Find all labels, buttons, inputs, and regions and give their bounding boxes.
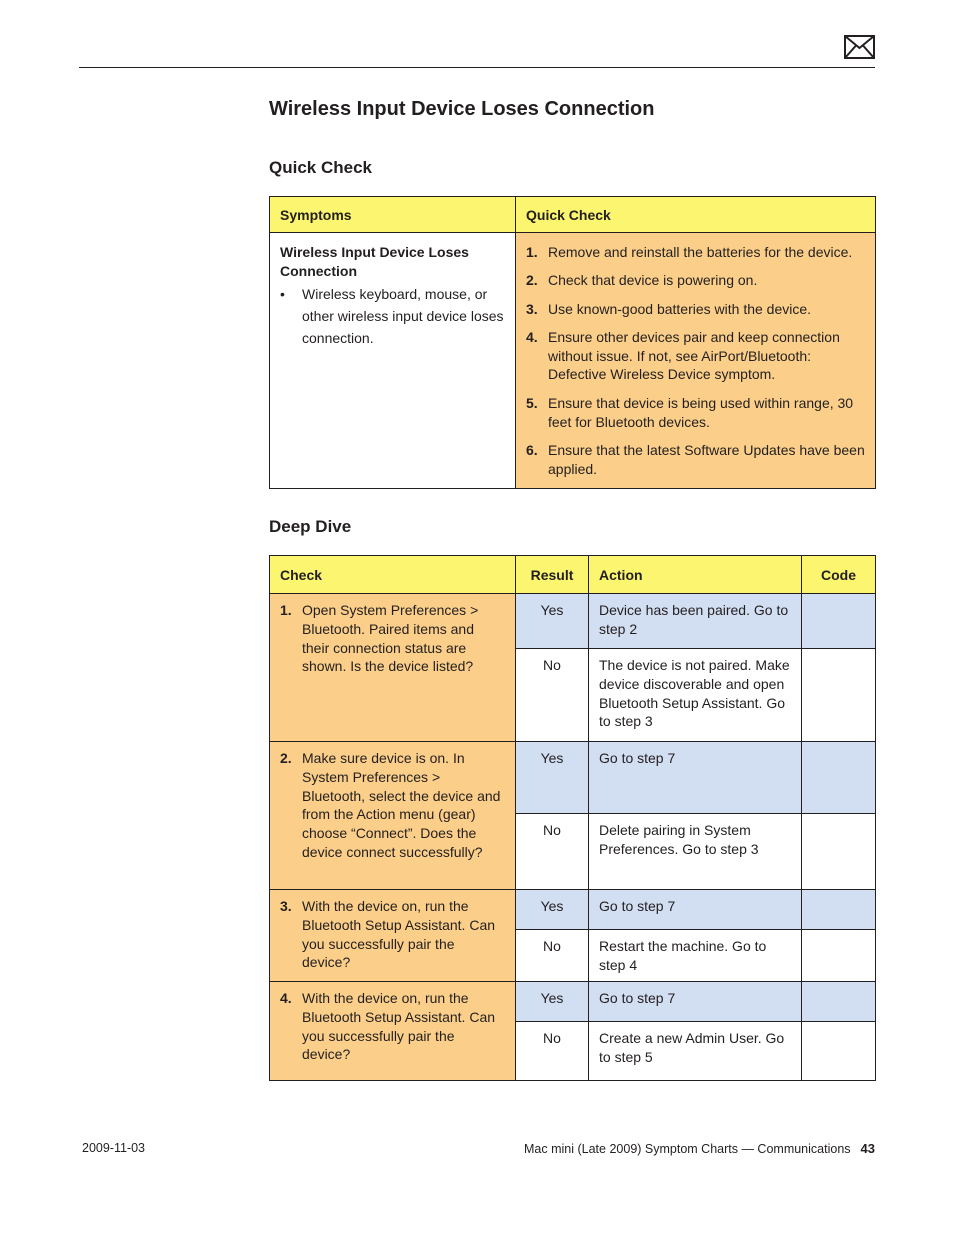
- step-number: 4.: [280, 990, 292, 1006]
- deep-dive-table: [269, 555, 876, 1081]
- result-yes: Yes: [516, 890, 589, 930]
- quick-check-steps: [526, 243, 865, 478]
- step-number: 2.: [280, 750, 292, 766]
- page-number: 43: [860, 1141, 875, 1156]
- table-row: [270, 594, 876, 649]
- action-text: The device is not paired. Make device discoverable and open Bluetooth Setup Assistant. Go to step 3: [589, 649, 802, 742]
- code-cell: [802, 1022, 876, 1081]
- action-text: Go to step 7: [589, 742, 802, 814]
- result-no: No: [516, 649, 589, 742]
- result-header: Result: [516, 556, 589, 594]
- check-cell: [270, 890, 516, 982]
- list-item: [280, 283, 505, 349]
- step-number: 3.: [280, 898, 292, 914]
- table-row: [270, 742, 876, 814]
- symptom-cell: [270, 233, 516, 489]
- result-no: No: [516, 814, 589, 890]
- table-row: [270, 982, 876, 1022]
- quick-check-header: Quick Check: [516, 197, 876, 233]
- code-cell: [802, 930, 876, 982]
- header-rule: [79, 67, 875, 68]
- footer-doc-title: Mac mini (Late 2009) Symptom Charts — Communications: [524, 1142, 851, 1156]
- action-text: Delete pairing in System Preferences. Go to step 3: [589, 814, 802, 890]
- code-cell: [802, 890, 876, 930]
- check-text: Open System Preferences > Bluetooth. Paired items and their connection status are shown. Is the device listed?: [302, 602, 479, 675]
- action-text: Create a new Admin User. Go to step 5: [589, 1022, 802, 1081]
- symptom-text: Wireless keyboard, mouse, or other wireless input device loses connection.: [302, 285, 504, 346]
- step-text: Remove and reinstall the batteries for the device.: [548, 244, 853, 260]
- symptom-list: [280, 283, 505, 349]
- check-cell: [270, 594, 516, 742]
- symptom-title: Wireless Input Device Loses Connection: [280, 244, 469, 279]
- step-text: Ensure that the latest Software Updates have been applied.: [548, 441, 865, 477]
- footer: [524, 1141, 875, 1156]
- step-number: 5.: [526, 394, 538, 411]
- table-header-row: [270, 556, 876, 594]
- result-yes: Yes: [516, 594, 589, 649]
- action-text: Restart the machine. Go to step 4: [589, 930, 802, 982]
- page-title: Wireless Input Device Loses Connection: [269, 98, 655, 120]
- envelope-icon[interactable]: [844, 35, 875, 59]
- list-item: [526, 441, 865, 479]
- table-row: [270, 233, 876, 489]
- action-text: Go to step 7: [589, 890, 802, 930]
- code-cell: [802, 742, 876, 814]
- step-number: 2.: [526, 272, 538, 289]
- symptoms-header: Symptoms: [270, 197, 516, 233]
- step-number: 4.: [526, 328, 538, 345]
- check-cell: [270, 742, 516, 890]
- result-no: No: [516, 1022, 589, 1081]
- code-cell: [802, 814, 876, 890]
- action-text: Device has been paired. Go to step 2: [589, 594, 802, 649]
- step-number: 6.: [526, 441, 538, 458]
- code-header: Code: [802, 556, 876, 594]
- step-text: Use known-good batteries with the device.: [548, 300, 812, 317]
- list-item: [526, 394, 865, 432]
- list-item: [526, 271, 865, 290]
- result-yes: Yes: [516, 742, 589, 814]
- quick-check-steps-cell: [516, 233, 876, 489]
- step-text: Check that device is powering on.: [548, 272, 758, 289]
- action-text: Go to step 7: [589, 982, 802, 1022]
- table-header-row: [270, 197, 876, 233]
- step-text: Ensure other devices pair and keep connection without issue. If not, see AirPort/Bluetooth: Defective Wireless Device symptom.: [548, 328, 840, 383]
- step-text: Ensure that device is being used within range, 30 feet for Bluetooth devices.: [548, 394, 854, 430]
- action-header: Action: [589, 556, 802, 594]
- code-cell: [802, 594, 876, 649]
- footer-date: 2009-11-03: [82, 1141, 146, 1155]
- check-cell: [270, 982, 516, 1081]
- quick-check-table: [269, 196, 876, 489]
- step-number: 1.: [280, 602, 292, 618]
- list-item: [526, 328, 865, 384]
- result-yes: Yes: [516, 982, 589, 1022]
- list-item: [526, 300, 865, 319]
- check-text: Make sure device is on. In System Preferences > Bluetooth, select the device and from the Action menu (gear) choose “Connect”. Does the device connect successfully?: [302, 750, 501, 860]
- step-number: 1.: [526, 244, 538, 260]
- check-text: With the device on, run the Bluetooth Setup Assistant. Can you successfully pair the device?: [302, 990, 496, 1063]
- list-item: [526, 243, 865, 262]
- deep-dive-heading: Deep Dive: [269, 517, 352, 536]
- check-header: Check: [270, 556, 516, 594]
- step-number: 3.: [526, 300, 538, 317]
- result-no: No: [516, 930, 589, 982]
- table-row: [270, 890, 876, 930]
- quick-check-heading: Quick Check: [269, 158, 372, 177]
- bullet: •: [280, 285, 285, 302]
- code-cell: [802, 649, 876, 742]
- check-text: With the device on, run the Bluetooth Setup Assistant. Can you successfully pair the device?: [302, 898, 496, 971]
- code-cell: [802, 982, 876, 1022]
